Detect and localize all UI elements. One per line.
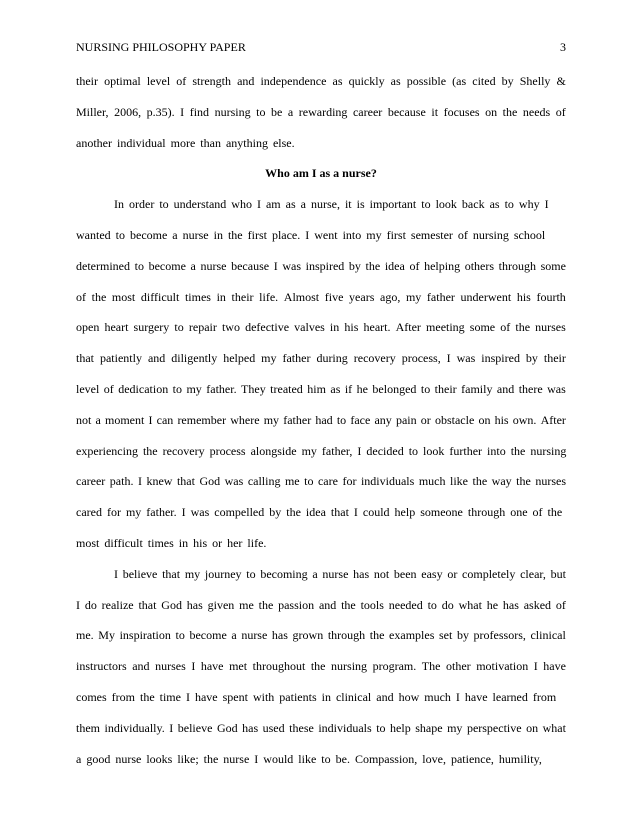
word: be bbox=[271, 104, 283, 119]
word: was bbox=[224, 474, 244, 489]
word: believe bbox=[177, 720, 213, 735]
word: by bbox=[456, 628, 469, 643]
word: nurses bbox=[535, 320, 566, 335]
word: me. bbox=[76, 628, 94, 643]
word: level bbox=[76, 381, 100, 396]
word: process, bbox=[401, 351, 441, 366]
text-line bbox=[76, 713, 566, 744]
word: as bbox=[330, 381, 341, 396]
word: do bbox=[84, 597, 97, 612]
text-line bbox=[76, 651, 566, 682]
word: career bbox=[76, 474, 106, 489]
word: inspiration bbox=[119, 628, 171, 643]
word: I bbox=[446, 351, 451, 366]
text-line bbox=[76, 559, 566, 590]
word: for bbox=[342, 474, 357, 489]
word: defective bbox=[245, 320, 290, 335]
word: find bbox=[189, 104, 210, 119]
word: nurse bbox=[241, 628, 268, 643]
text-line: another individual more than anything else. bbox=[76, 135, 295, 150]
word: father bbox=[283, 412, 312, 427]
word: possible bbox=[406, 74, 447, 88]
word: to bbox=[174, 320, 184, 335]
word: but bbox=[550, 566, 566, 581]
word: After bbox=[540, 412, 566, 427]
word: their bbox=[76, 74, 98, 88]
word: needed bbox=[388, 597, 423, 612]
word: has bbox=[353, 566, 370, 581]
word: that bbox=[162, 566, 181, 581]
word: of bbox=[76, 289, 86, 304]
word: it bbox=[431, 104, 439, 119]
word: My bbox=[98, 628, 115, 643]
word: to bbox=[172, 381, 183, 396]
word: or bbox=[447, 566, 458, 581]
word: where bbox=[230, 412, 260, 427]
word: on bbox=[485, 104, 498, 119]
word: They bbox=[241, 381, 266, 396]
text-line bbox=[76, 312, 566, 343]
word: there bbox=[518, 381, 543, 396]
word: by bbox=[348, 258, 361, 273]
text-line: cared for my father. I was compelled by the idea that I could help someone through one of the bbox=[76, 505, 563, 520]
word: 2006, bbox=[114, 104, 142, 119]
running-header bbox=[76, 40, 566, 56]
word: my bbox=[261, 351, 277, 366]
word: as bbox=[332, 74, 343, 88]
word: I bbox=[169, 720, 174, 735]
word: Miller, bbox=[76, 104, 109, 119]
word: have bbox=[200, 659, 224, 674]
word: the bbox=[258, 597, 274, 612]
word: heart bbox=[104, 320, 129, 335]
word: inspired bbox=[305, 258, 345, 273]
word: to bbox=[256, 104, 266, 119]
word: dedication bbox=[118, 381, 169, 396]
word: rewarding bbox=[298, 104, 348, 119]
word: much bbox=[418, 474, 446, 489]
word: on bbox=[526, 720, 539, 735]
word: perspective bbox=[466, 720, 522, 735]
word: the bbox=[365, 258, 381, 273]
word: grown bbox=[292, 628, 324, 643]
text-line bbox=[76, 251, 566, 282]
text-line: experiencing the recovery process alongside my father, I decided to look further into the nursing bbox=[76, 443, 567, 458]
word: and bbox=[496, 381, 515, 396]
word: these bbox=[289, 720, 314, 735]
word: tools bbox=[360, 597, 384, 612]
word: of bbox=[176, 74, 187, 88]
word: father. bbox=[206, 381, 237, 396]
word: individuals bbox=[318, 720, 372, 735]
word: I bbox=[273, 258, 278, 273]
word: repair bbox=[188, 320, 217, 335]
word: professors, bbox=[473, 628, 526, 643]
word: way bbox=[491, 474, 512, 489]
word: the bbox=[310, 659, 326, 674]
word: can bbox=[156, 412, 174, 427]
text-line: comes from the time I have spent with patients in clinical and how much I have learned from bbox=[76, 689, 557, 704]
word: like bbox=[449, 474, 468, 489]
word: him bbox=[307, 381, 326, 396]
word: not bbox=[76, 412, 92, 427]
word: my bbox=[405, 289, 422, 304]
word: do bbox=[441, 597, 454, 612]
word: ago, bbox=[380, 289, 401, 304]
word: journey bbox=[204, 566, 242, 581]
word: of bbox=[555, 597, 566, 612]
word: determined bbox=[76, 258, 130, 273]
word: motivation bbox=[476, 659, 529, 674]
word: was bbox=[282, 258, 301, 273]
word: that bbox=[76, 351, 94, 366]
word: his bbox=[494, 412, 509, 427]
word: a bbox=[190, 258, 196, 273]
word: After bbox=[395, 320, 421, 335]
word: nurses bbox=[155, 659, 186, 674]
text-line bbox=[76, 343, 566, 374]
word: God bbox=[161, 597, 182, 612]
word: that bbox=[138, 597, 157, 612]
word: become bbox=[189, 628, 227, 643]
word: during bbox=[316, 351, 348, 366]
word: helped bbox=[223, 351, 256, 366]
word: own. bbox=[512, 412, 537, 427]
word: he bbox=[486, 597, 499, 612]
word: to bbox=[246, 566, 256, 581]
word: calling bbox=[247, 474, 281, 489]
word: by bbox=[525, 351, 538, 366]
word: valves bbox=[294, 320, 325, 335]
word: patiently bbox=[99, 351, 142, 366]
text-line bbox=[76, 374, 566, 405]
word: two bbox=[221, 320, 240, 335]
text-line bbox=[76, 66, 566, 97]
word: throughout bbox=[252, 659, 306, 674]
word: father bbox=[282, 351, 311, 366]
word: program. bbox=[372, 659, 417, 674]
word: focuses bbox=[443, 104, 480, 119]
word: his bbox=[344, 320, 359, 335]
word: family bbox=[461, 381, 493, 396]
word: a bbox=[312, 566, 318, 581]
word: to bbox=[134, 258, 144, 273]
word: or bbox=[420, 412, 431, 427]
word: others bbox=[464, 258, 495, 273]
word: shape bbox=[415, 720, 443, 735]
text-line: In order to understand who I am as a nurse, it is important to look back as to why I bbox=[114, 197, 549, 212]
word: he bbox=[356, 381, 368, 396]
word: strength bbox=[192, 74, 231, 88]
word: been bbox=[393, 566, 417, 581]
word: remember bbox=[177, 412, 227, 427]
word: in bbox=[329, 320, 340, 335]
word: I bbox=[137, 474, 142, 489]
word: to bbox=[420, 381, 431, 396]
word: level bbox=[146, 74, 171, 88]
text-line bbox=[76, 620, 566, 651]
word: face bbox=[350, 412, 371, 427]
word: times bbox=[184, 289, 211, 304]
word: through bbox=[327, 628, 366, 643]
word: care bbox=[317, 474, 338, 489]
word: individually. bbox=[104, 720, 165, 735]
word: & bbox=[556, 74, 566, 88]
word: to bbox=[336, 412, 347, 427]
section-heading: Who am I as a nurse? bbox=[265, 166, 377, 181]
word: of bbox=[555, 104, 566, 119]
word: knew bbox=[146, 474, 173, 489]
word: underwent bbox=[460, 289, 512, 304]
word: moment bbox=[104, 412, 145, 427]
word: passion bbox=[278, 597, 315, 612]
word: surgery bbox=[133, 320, 170, 335]
word: (as bbox=[452, 74, 467, 88]
word: most bbox=[111, 289, 136, 304]
word: any bbox=[374, 412, 392, 427]
word: as bbox=[390, 74, 401, 88]
word: completely bbox=[462, 566, 516, 581]
word: them bbox=[76, 720, 100, 735]
word: of bbox=[500, 320, 511, 335]
word: in bbox=[216, 289, 226, 304]
word: because bbox=[387, 104, 426, 119]
word: asked bbox=[523, 597, 552, 612]
word: diligently bbox=[171, 351, 218, 366]
text-line bbox=[76, 405, 566, 436]
word: my bbox=[184, 566, 201, 581]
word: meeting bbox=[426, 320, 465, 335]
header-title: NURSING PHILOSOPHY PAPER bbox=[76, 40, 246, 54]
word: to bbox=[175, 628, 185, 643]
word: because bbox=[231, 258, 270, 273]
word: optimal bbox=[104, 74, 141, 88]
word: The bbox=[421, 659, 441, 674]
word: and bbox=[132, 659, 150, 674]
word: helping bbox=[424, 258, 461, 273]
word: independence bbox=[260, 74, 327, 88]
word: their bbox=[543, 351, 566, 366]
word: I bbox=[76, 597, 80, 612]
text-line: a good nurse looks like; the nurse I would like to be. Compassion, love, patience, humility, bbox=[76, 751, 542, 766]
text-line: most difficult times in his or her life. bbox=[76, 535, 267, 550]
word: the bbox=[472, 474, 488, 489]
body-text bbox=[76, 66, 566, 774]
word: and bbox=[237, 74, 255, 88]
word: the bbox=[369, 628, 385, 643]
word: nurse bbox=[322, 566, 349, 581]
word: fourth bbox=[536, 289, 566, 304]
text-line bbox=[76, 97, 566, 128]
word: I bbox=[114, 566, 118, 581]
word: some bbox=[540, 258, 566, 273]
word: that bbox=[176, 474, 195, 489]
word: obstacle bbox=[434, 412, 475, 427]
word: nursing bbox=[331, 659, 368, 674]
word: used bbox=[262, 720, 285, 735]
word: a bbox=[95, 412, 101, 427]
word: help bbox=[390, 720, 411, 735]
page-number: 3 bbox=[560, 40, 566, 54]
word: given bbox=[207, 597, 235, 612]
word: the bbox=[515, 320, 531, 335]
word: has bbox=[242, 720, 259, 735]
word: God bbox=[199, 474, 221, 489]
word: set bbox=[438, 628, 453, 643]
word: met bbox=[229, 659, 248, 674]
word: becoming bbox=[260, 566, 308, 581]
word: has bbox=[271, 628, 288, 643]
text-line: wanted to become a nurse in the first place. I went into my first semester of nursing school bbox=[76, 227, 546, 242]
word: path. bbox=[109, 474, 134, 489]
word: not bbox=[373, 566, 390, 581]
word: their bbox=[231, 289, 254, 304]
word: if bbox=[344, 381, 353, 396]
word: Almost bbox=[283, 289, 320, 304]
word: I bbox=[180, 104, 185, 119]
word: of bbox=[409, 258, 420, 273]
word: heart. bbox=[363, 320, 391, 335]
word: what bbox=[542, 720, 566, 735]
word: years bbox=[349, 289, 375, 304]
word: cited bbox=[472, 74, 496, 88]
word: the bbox=[502, 104, 518, 119]
word: needs bbox=[522, 104, 551, 119]
word: nurses bbox=[535, 474, 566, 489]
word: was bbox=[456, 351, 476, 366]
word: of bbox=[103, 381, 114, 396]
word: my bbox=[447, 720, 463, 735]
word: pain bbox=[395, 412, 417, 427]
word: examples bbox=[389, 628, 435, 643]
word: individuals bbox=[360, 474, 415, 489]
word: has bbox=[502, 597, 519, 612]
word: and bbox=[318, 597, 337, 612]
word: was bbox=[547, 381, 566, 396]
word: I bbox=[191, 659, 196, 674]
word: some bbox=[469, 320, 496, 335]
word: me bbox=[239, 597, 254, 612]
word: recovery bbox=[353, 351, 396, 366]
word: Shelly bbox=[519, 74, 551, 88]
word: father bbox=[426, 289, 455, 304]
word: by bbox=[501, 74, 514, 88]
word: clinical bbox=[530, 628, 566, 643]
word: through bbox=[498, 258, 537, 273]
word: the bbox=[91, 289, 107, 304]
word: nurse bbox=[200, 258, 227, 273]
word: belonged bbox=[372, 381, 417, 396]
text-line bbox=[76, 282, 566, 313]
word: believe bbox=[122, 566, 158, 581]
word: inspired bbox=[481, 351, 520, 366]
word: God bbox=[216, 720, 238, 735]
word: open bbox=[76, 320, 100, 335]
word: clear, bbox=[520, 566, 546, 581]
word: a bbox=[287, 104, 294, 119]
word: me bbox=[284, 474, 300, 489]
word: on bbox=[478, 412, 491, 427]
word: career bbox=[352, 104, 383, 119]
word: and bbox=[147, 351, 166, 366]
word: the bbox=[341, 597, 356, 612]
word: to bbox=[304, 474, 314, 489]
word: idea bbox=[384, 258, 405, 273]
word: my bbox=[263, 412, 280, 427]
word: what bbox=[458, 597, 482, 612]
word: p.35). bbox=[146, 104, 175, 119]
word: become bbox=[148, 258, 186, 273]
word: has bbox=[186, 597, 203, 612]
word: difficult bbox=[140, 289, 180, 304]
word: I bbox=[148, 412, 153, 427]
word: his bbox=[516, 289, 531, 304]
word: easy bbox=[421, 566, 443, 581]
word: to bbox=[376, 720, 386, 735]
word: other bbox=[446, 659, 471, 674]
word: their bbox=[434, 381, 457, 396]
word: instructors bbox=[76, 659, 127, 674]
word: life. bbox=[259, 289, 279, 304]
word: the bbox=[516, 474, 531, 489]
word: a bbox=[231, 628, 237, 643]
word: nursing bbox=[214, 104, 251, 119]
word: treated bbox=[270, 381, 303, 396]
word: I bbox=[533, 659, 538, 674]
text-line bbox=[76, 466, 566, 497]
word: realize bbox=[101, 597, 134, 612]
text-line bbox=[76, 590, 566, 621]
word: five bbox=[324, 289, 344, 304]
word: have bbox=[543, 659, 566, 674]
word: my bbox=[186, 381, 202, 396]
word: quickly bbox=[348, 74, 385, 88]
word: had bbox=[315, 412, 333, 427]
word: to bbox=[427, 597, 437, 612]
